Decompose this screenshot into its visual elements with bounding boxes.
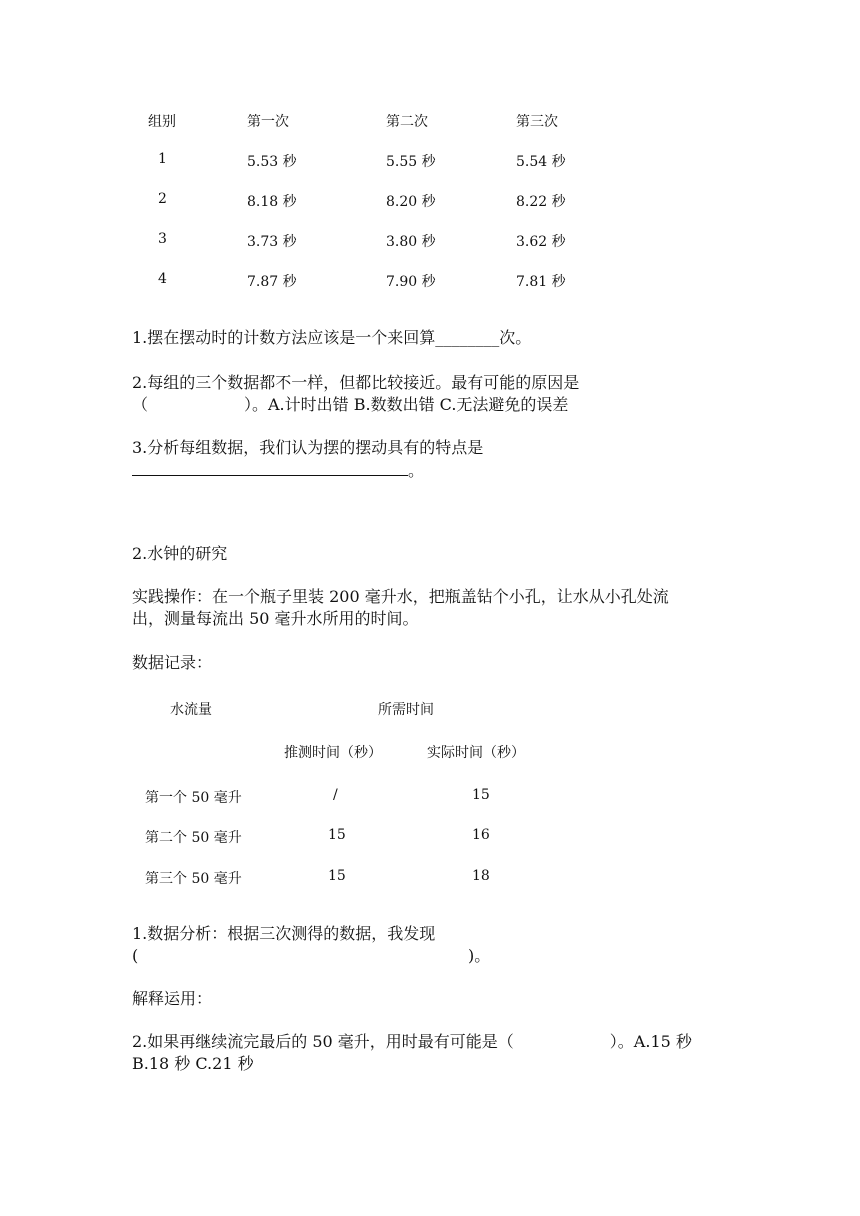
answer-blank: ________ bbox=[435, 328, 500, 347]
table-cell: 8.22 秒 bbox=[516, 194, 566, 210]
table-cell: 3.62 秒 bbox=[516, 234, 566, 250]
table-cell: 第二个 50 毫升 bbox=[145, 830, 242, 846]
table-cell: 7.81 秒 bbox=[516, 274, 566, 290]
question-3-end: 。 bbox=[408, 461, 425, 480]
question-2-line2: （ ）。A.计时出错 B.数数出错 C.无法避免的误差 bbox=[132, 395, 569, 414]
explain-label: 解释运用： bbox=[132, 989, 213, 1008]
table-cell: 8.18 秒 bbox=[247, 194, 297, 210]
table-cell: 18 bbox=[472, 868, 490, 884]
table-cell: 15 bbox=[472, 787, 490, 803]
table-header: 第一次 bbox=[247, 114, 289, 130]
table-cell: 8.20 秒 bbox=[386, 194, 436, 210]
table-cell: 16 bbox=[472, 827, 490, 843]
question-water-line2: B.18 秒 C.21 秒 bbox=[132, 1054, 254, 1073]
answer-line bbox=[132, 475, 408, 476]
table-header: 组别 bbox=[148, 114, 176, 130]
question-water-line1: 2.如果再继续流完最后的 50 毫升，用时最有可能是（ ）。A.15 秒 bbox=[132, 1032, 692, 1051]
table-cell: 5.54 秒 bbox=[516, 154, 566, 170]
table-header: 第二次 bbox=[386, 114, 428, 130]
analysis-line1: 1.数据分析：根据三次测得的数据，我发现 bbox=[132, 924, 436, 943]
table-cell: 3.80 秒 bbox=[386, 234, 436, 250]
section-title: 2.水钟的研究 bbox=[132, 544, 228, 563]
question-1-text: 1.摆在摆动时的计数方法应该是一个来回算 bbox=[132, 328, 436, 347]
table-cell: 第三个 50 毫升 bbox=[145, 871, 242, 887]
table-cell: 15 bbox=[328, 827, 346, 843]
table-cell: 7.90 秒 bbox=[386, 274, 436, 290]
question-1-end: 次。 bbox=[499, 328, 532, 347]
analysis-open-paren: ( bbox=[132, 946, 139, 965]
table-subheader: 实际时间（秒） bbox=[427, 745, 525, 761]
question-1 bbox=[132, 327, 531, 349]
question-3-line1: 3.分析每组数据，我们认为摆的摆动具有的特点是 bbox=[132, 438, 484, 457]
practice-line1: 实践操作：在一个瓶子里装 200 毫升水，把瓶盖钻个小孔，让水从小孔处流 bbox=[132, 587, 669, 606]
table-cell: / bbox=[333, 787, 338, 803]
question-2-line1: 2.每组的三个数据都不一样，但都比较接近。最有可能的原因是 bbox=[132, 373, 580, 392]
table-header: 所需时间 bbox=[378, 702, 434, 718]
table-cell: 3 bbox=[158, 231, 167, 247]
record-label: 数据记录： bbox=[132, 653, 213, 672]
table-header: 第三次 bbox=[516, 114, 558, 130]
table-cell: 5.53 秒 bbox=[247, 154, 297, 170]
table-header: 水流量 bbox=[170, 702, 212, 718]
practice-line2: 出，测量每流出 50 毫升水所用的时间。 bbox=[132, 609, 419, 628]
table-subheader: 推测时间（秒） bbox=[284, 745, 382, 761]
table-cell: 4 bbox=[158, 271, 167, 287]
analysis-close-paren: )。 bbox=[468, 946, 491, 965]
table-cell: 1 bbox=[158, 151, 167, 167]
table-cell: 7.87 秒 bbox=[247, 274, 297, 290]
table-cell: 15 bbox=[328, 868, 346, 884]
table-cell: 3.73 秒 bbox=[247, 234, 297, 250]
table-cell: 2 bbox=[158, 191, 167, 207]
table-cell: 第一个 50 毫升 bbox=[145, 790, 242, 806]
table-cell: 5.55 秒 bbox=[386, 154, 436, 170]
